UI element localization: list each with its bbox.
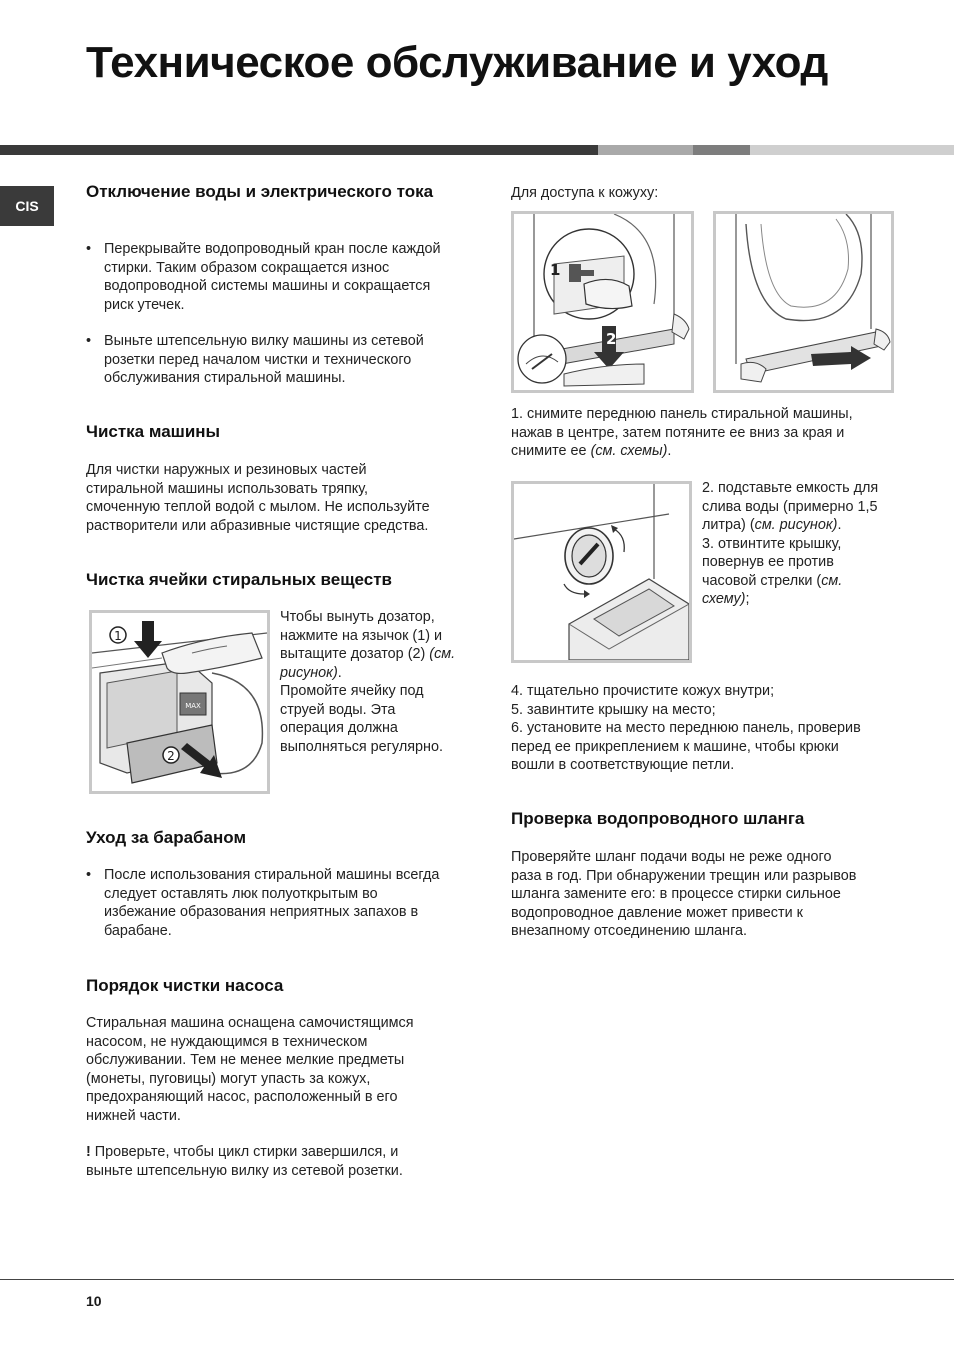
text-line — [702, 572, 902, 591]
text-italic: рисунок) — [280, 664, 338, 681]
text-line: избежание образования неприятных запахов в — [104, 904, 419, 920]
text-span: Проверьте, чтобы цикл стирки завершился, и — [90, 1144, 399, 1160]
panel-removed-illustration — [716, 214, 891, 390]
text-line: повернув ее против — [702, 554, 834, 570]
fig-callout-1: 1 — [114, 629, 122, 643]
text-line: • Выньте штепсельную вилку машины из сетевой — [104, 333, 424, 349]
paragraph-warning — [86, 1143, 481, 1180]
text-line: шланга замените его: в процессе стирки сильное — [511, 886, 841, 902]
text-line — [511, 442, 906, 461]
bar-segment-mid — [598, 145, 693, 155]
text-line: 6. установите на место переднюю панель, проверив — [511, 720, 861, 736]
text-line: розетки перед началом чистки и технического — [104, 351, 412, 368]
heading-hose-check: Проверка водопроводного шланга — [511, 809, 805, 828]
text-line: выполняться регулярно. — [280, 738, 443, 755]
pump-cap-figure — [511, 481, 692, 663]
text-italic: см. — [821, 572, 843, 589]
text-line: нажав в центре, затем потяните ее вниз за края и — [511, 424, 845, 441]
text-span: . — [837, 517, 842, 533]
page-number: 10 — [86, 1293, 102, 1309]
paragraph-steps-2-3 — [702, 479, 902, 609]
text-italic: схему) — [702, 591, 746, 607]
heading-pump-cleaning: Порядок чистки насоса — [86, 976, 284, 995]
text-line: водопроводной системы машины и сокращается — [104, 278, 431, 294]
dispenser-illustration — [92, 613, 267, 791]
text-line: водопроводное давление может привести к — [511, 904, 803, 921]
text-line: (монеты, пуговицы) могут упасть за кожух, — [86, 1070, 371, 1087]
paragraph-pump — [86, 1014, 481, 1125]
text-italic: (см. схемы) — [590, 443, 668, 459]
text-line: барабане. — [104, 922, 172, 939]
text-line: следует оставлять люк полуоткрытым во — [104, 885, 378, 902]
text-line: слива воды (примерно 1,5 — [702, 498, 878, 515]
bar-segment-dark2 — [693, 145, 750, 155]
text-line: струей воды. Эта — [280, 701, 396, 718]
bullet-unplug — [86, 332, 481, 388]
heading-disconnect: Отключение воды и электрического тока — [86, 182, 434, 201]
text-line: раза в год. При обнаружении трещин или разрывов — [511, 867, 857, 884]
header-divider-bar — [0, 145, 954, 155]
text-line — [702, 516, 902, 535]
paragraph-hose-check — [511, 848, 906, 941]
text-line: 4. тщательно прочистите кожух внутри; — [511, 683, 775, 699]
text-italic: (см. — [429, 646, 456, 662]
step-number-1: 1 — [550, 261, 561, 279]
text-span: часовой стрелки ( — [702, 572, 822, 589]
text-line: насосом, не нуждающимся в техническом — [86, 1033, 368, 1050]
step-number-2: 2 — [606, 330, 617, 348]
text-line: 2. подставьте емкость для — [702, 480, 879, 496]
text-span: ; — [745, 591, 750, 607]
text-line: • Перекрывайте водопроводный кран после каждой — [104, 241, 441, 257]
paragraph-machine-cleaning — [86, 461, 481, 535]
text-span: . — [667, 443, 672, 459]
bar-segment-light — [750, 145, 954, 155]
text-line — [86, 1143, 481, 1162]
panel-removed-figure — [713, 211, 894, 393]
text-line — [280, 664, 480, 683]
text-span: снимите ее — [511, 443, 591, 459]
paragraph-dispenser — [280, 608, 480, 756]
text-line: риск утечек. — [104, 296, 185, 313]
dispenser-figure — [89, 610, 270, 794]
text-line: 1. снимите переднюю панель стиральной машины, — [511, 406, 853, 422]
text-line: смоченную теплой водой с мылом. Не используйте — [86, 499, 430, 515]
heading-drum-care: Уход за барабаном — [86, 828, 247, 847]
panel-removal-illustration — [514, 214, 691, 390]
pump-cap-illustration — [514, 484, 689, 660]
text-line: растворители или абразивные чистящие средства. — [86, 517, 429, 534]
text-line — [702, 590, 902, 609]
bullet-close-tap — [86, 240, 481, 314]
bar-segment-dark — [0, 145, 598, 155]
text-line: Стиральная машина оснащена самочистящимся — [86, 1015, 414, 1031]
language-tab: CIS — [0, 186, 54, 226]
text-italic: см. рисунок) — [754, 517, 838, 533]
paragraph-steps-4-6 — [511, 682, 906, 775]
text-span: литра) ( — [702, 517, 755, 533]
panel-removal-figure — [511, 211, 694, 393]
text-line: внезапному отсоединению шланга. — [511, 923, 748, 939]
text-line: выньте штепсельную вилку из сетевой розетки. — [86, 1162, 403, 1179]
text-line: • После использования стиральной машины всегда — [104, 867, 440, 883]
text-line: перед ее прикреплением к машине, чтобы крюки — [511, 738, 839, 755]
text-line: нажмите на язычок (1) и — [280, 627, 443, 644]
paragraph-step1 — [511, 405, 906, 461]
text-line: стирки. Таким образом сокращается износ — [104, 259, 390, 276]
text-line: предохраняющий насос, расположенный в его — [86, 1089, 398, 1105]
footer-divider — [0, 1279, 954, 1280]
text-line: Для чистки наружных и резиновых частей — [86, 462, 367, 478]
page-title: Техническое обслуживание и уход — [86, 38, 828, 87]
warning-icon: ! — [86, 1144, 91, 1160]
max-label: MAX — [185, 702, 201, 710]
bullet-drum-care — [86, 866, 481, 940]
text-line: обслуживания стиральной машины. — [104, 370, 346, 386]
text-line: Промойте ячейку под — [280, 683, 424, 699]
text-span: вытащите дозатор (2) — [280, 646, 430, 662]
text-line: 5. завинтите крышку на место; — [511, 701, 716, 718]
text-line: операция должна — [280, 720, 398, 736]
text-line: стиральной машины использовать тряпку, — [86, 480, 369, 497]
text-line: вошли в соответствующие петли. — [511, 757, 735, 773]
access-label: Для доступа к кожуху: — [511, 185, 659, 201]
text-line: нижней части. — [86, 1107, 181, 1124]
text-line: Чтобы вынуть дозатор, — [280, 609, 435, 625]
text-line: Проверяйте шланг подачи воды не реже одного — [511, 849, 832, 865]
heading-dispenser-cleaning: Чистка ячейки стиральных веществ — [86, 570, 393, 589]
text-span: . — [337, 664, 342, 681]
text-line: обслуживании. Тем не менее мелкие предметы — [86, 1052, 405, 1068]
heading-machine-cleaning: Чистка машины — [86, 422, 221, 441]
text-line — [280, 645, 480, 664]
text-line: 3. отвинтите крышку, — [702, 535, 842, 552]
fig-callout-2: 2 — [167, 749, 175, 763]
